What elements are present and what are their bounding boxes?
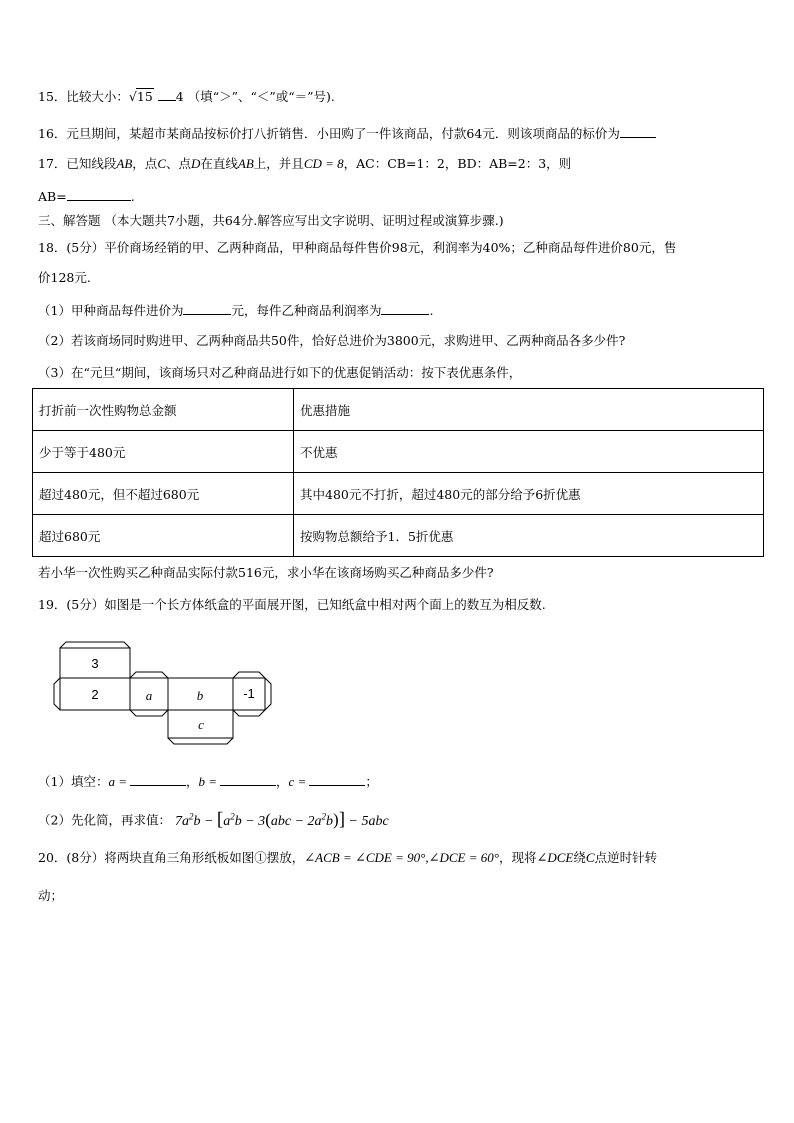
answer-blank[interactable] <box>183 302 231 315</box>
question-15 <box>38 88 335 105</box>
table-cell: 其中480元不打折，超过480元的部分给予6折优惠 <box>294 473 764 515</box>
table-row <box>33 515 764 557</box>
separator: ， <box>185 774 199 789</box>
q20-text: 绕 <box>573 850 586 865</box>
q18-p1-text: （1）甲种商品每件进价为 <box>38 303 184 318</box>
table-header-row <box>33 389 764 431</box>
net-label-top: 3 <box>91 656 99 671</box>
q17-text: 在直线 <box>200 156 238 171</box>
var-b-eq: b = <box>198 774 218 789</box>
q17-text: ，点 <box>132 156 158 171</box>
separator: ； <box>365 774 378 789</box>
q17-text: ，AC：CB=1：2，BD：AB=2：3，则 <box>343 156 572 171</box>
answer-blank[interactable] <box>67 188 131 201</box>
answer-blank-a[interactable] <box>130 773 186 786</box>
q15-after: 4 （填“＞”、“＜”或“＝”号). <box>175 89 335 104</box>
net-flap <box>265 678 271 710</box>
triangle-ref: ∠DCE <box>536 850 574 865</box>
question-18-after-table: 若小华一次性购买乙种商品实际付款516元，求小华在该商场购买乙种商品多少件? <box>38 565 494 580</box>
angle-equation: ∠ACB = ∠CDE = 90°,∠DCE = 60° <box>304 850 499 865</box>
table-row <box>33 431 764 473</box>
ab-label: AB= <box>38 189 67 204</box>
q20-text: ，现将 <box>498 850 537 865</box>
net-flap <box>233 710 265 716</box>
cd-equation: CD = 8 <box>303 156 344 171</box>
radicand: 15 <box>136 89 153 104</box>
net-flap <box>54 678 60 710</box>
net-flap <box>60 642 130 648</box>
question-18-part1 <box>38 302 433 319</box>
question-18-part3: （3）在“元旦“期间，该商场只对乙种商品进行如下的优惠促销活动：按下表优惠条件， <box>38 365 522 380</box>
net-label-b: b <box>196 688 204 703</box>
question-18-line2: 价128元. <box>38 270 91 285</box>
net-flap <box>233 672 265 678</box>
q20-text: 20．(8分）将两块直角三角形纸板如图①摆放， <box>38 850 305 865</box>
question-17-line1 <box>38 156 571 172</box>
q17-end: . <box>130 189 135 204</box>
net-label-left: 2 <box>91 687 99 702</box>
question-20-line1 <box>38 850 657 866</box>
separator: ， <box>276 774 289 789</box>
table-header: 打折前一次性购物总金额 <box>33 389 294 431</box>
table-header: 优惠措施 <box>294 389 764 431</box>
table-cell: 超过480元，但不超过680元 <box>33 473 294 515</box>
q17-text: 上，并且 <box>253 156 304 171</box>
answer-blank-c[interactable] <box>309 773 365 786</box>
net-label-right: -1 <box>243 686 255 701</box>
point-c: C <box>585 850 595 865</box>
line-ab: AB <box>237 156 254 171</box>
q19-p1-label: （1）填空： <box>38 774 109 789</box>
question-17-line2 <box>38 188 135 205</box>
segment-ab: AB <box>116 156 133 171</box>
q15-prefix: 15．比较大小： <box>38 89 129 104</box>
q18-p1-text: . <box>429 303 434 318</box>
section-3-title: 三、解答题 （本大题共7小题，共64分.解答应写出文字说明、证明过程或演算步骤.) <box>38 213 504 228</box>
question-19-part2 <box>38 808 389 830</box>
table-cell: 按购物总额给予1．5折优惠 <box>294 515 764 557</box>
answer-blank-b[interactable] <box>220 773 276 786</box>
q16-text: 16．元旦期间，某超市某商品按标价打八折销售．小田购了一件该商品，付款64元．则该项商品的标价为 <box>38 126 620 141</box>
table-cell: 超过680元 <box>33 515 294 557</box>
question-18-part2: （2）若该商场同时购进甲、乙两种商品共50件，恰好总进价为3800元，求购进甲、乙两种商品各多少件? <box>38 333 626 348</box>
q18-p1-text: 元，每件乙种商品利润率为 <box>231 303 382 318</box>
net-label-bottom: c <box>198 717 204 732</box>
sqrt-symbol: √ <box>128 89 137 104</box>
net-flap <box>168 738 233 744</box>
q19-p2-label: （2）先化简，再求值： <box>38 812 171 828</box>
point-c: C <box>157 156 166 171</box>
q20-text: 点逆时针转 <box>594 850 658 865</box>
box-net-diagram <box>50 638 280 746</box>
var-a-eq: a = <box>108 774 127 789</box>
net-flap <box>130 672 168 678</box>
q17-text: 、点 <box>165 156 191 171</box>
table-row <box>33 473 764 515</box>
net-label-a: a <box>145 688 153 703</box>
question-19-line1: 19．(5分）如图是一个长方体纸盒的平面展开图，已知纸盒中相对两个面上的数互为相反数. <box>38 597 546 612</box>
simplify-expression: $7a^2b - [a^2b - 3(abc - 2a^2b)] - 5abc$ <box>174 808 389 830</box>
table-cell: 少于等于480元 <box>33 431 294 473</box>
question-16 <box>38 125 656 142</box>
question-18-line1: 18．(5分）平价商场经销的甲、乙两种商品，甲种商品每件售价98元，利润率为40%；乙种商品每件进价80元，售 <box>38 240 677 255</box>
point-d: D <box>191 156 201 171</box>
q17-text: 17．已知线段 <box>38 156 117 171</box>
answer-blank[interactable] <box>620 125 656 138</box>
table-cell: 不优惠 <box>294 431 764 473</box>
question-20-line2: 动； <box>38 888 64 903</box>
question-19-part1 <box>38 773 378 790</box>
net-flap <box>130 710 168 716</box>
var-c-eq: c = <box>288 774 307 789</box>
answer-blank[interactable] <box>381 302 429 315</box>
answer-blank[interactable] <box>158 88 176 101</box>
discount-table <box>32 388 764 557</box>
